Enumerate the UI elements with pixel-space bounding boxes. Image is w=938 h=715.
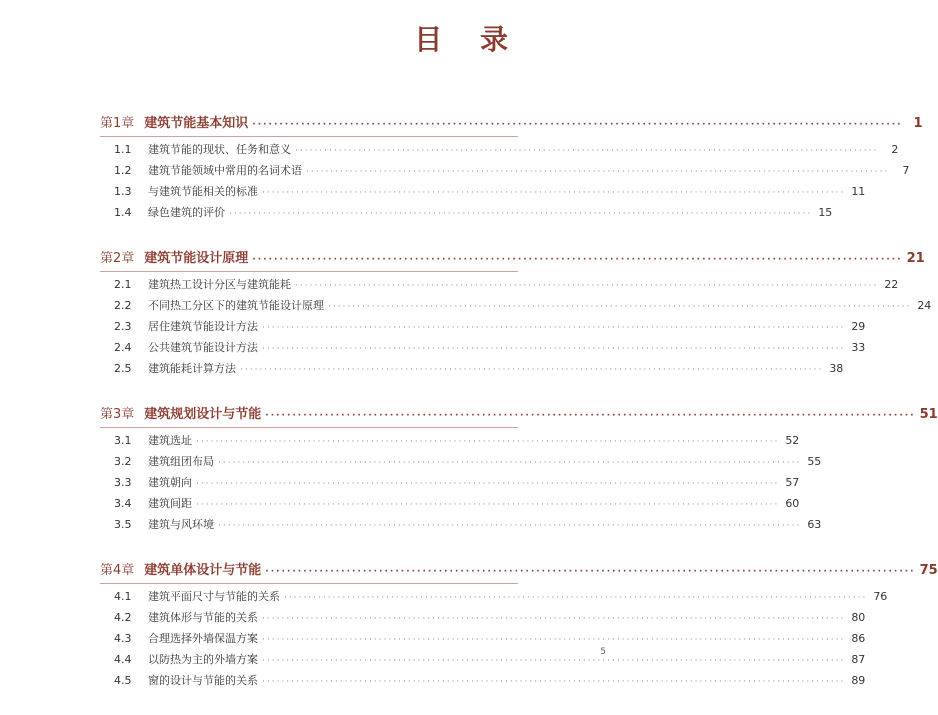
section-entry[interactable] (100, 651, 866, 672)
section-entry[interactable] (100, 588, 888, 609)
section-title: 窗的设计与节能的关系 (148, 674, 258, 687)
section-number: 3.5 (114, 518, 132, 531)
chapter-number: 第3章 (100, 407, 135, 422)
section-page: 11 (851, 185, 866, 198)
section-entry[interactable] (100, 495, 800, 516)
section-entry[interactable] (100, 297, 932, 318)
leader-dots: ························································································································ (262, 344, 846, 354)
section-entry[interactable] (100, 609, 866, 630)
section-number: 2.4 (114, 341, 132, 354)
section-entry[interactable] (100, 672, 866, 693)
leader-dots: ························································································································ (229, 209, 813, 219)
section-entry[interactable] (100, 162, 910, 183)
leader-dots: ························································································································ (265, 567, 916, 577)
chapter-number: 第2章 (100, 251, 135, 266)
leader-dots: ························································································································ (265, 411, 916, 421)
section-title: 不同热工分区下的建筑节能设计原理 (148, 299, 324, 312)
section-entry[interactable] (100, 318, 866, 339)
section-number: 3.3 (114, 476, 132, 489)
section-number: 4.4 (114, 653, 132, 666)
section-title: 与建筑节能相关的标准 (148, 185, 258, 198)
section-number: 4.5 (114, 674, 132, 687)
section-page: 15 (818, 206, 833, 219)
chapter-block (100, 559, 938, 693)
section-title: 建筑与风环境 (148, 518, 214, 531)
chapter-block (100, 247, 932, 381)
section-entry[interactable] (100, 360, 844, 381)
section-title: 建筑节能的现状、任务和意义 (148, 143, 291, 156)
section-number: 2.5 (114, 362, 132, 375)
section-page: 55 (807, 455, 822, 468)
section-entry[interactable] (100, 204, 833, 225)
chapter-heading[interactable] (100, 247, 925, 271)
section-title: 建筑热工设计分区与建筑能耗 (148, 278, 291, 291)
section-page: 22 (884, 278, 899, 291)
section-entry[interactable] (100, 141, 899, 162)
leader-dots: ························································································································ (240, 365, 824, 375)
page-title: 目 录 (414, 23, 522, 56)
chapter-heading[interactable] (100, 559, 938, 583)
section-title: 建筑能耗计算方法 (148, 362, 236, 375)
section-number: 4.2 (114, 611, 132, 624)
leader-dots: ························································································································ (196, 500, 780, 510)
section-page: 63 (807, 518, 822, 531)
section-page: 7 (902, 164, 910, 177)
section-entry[interactable] (100, 516, 822, 537)
chapter-page: 75 (919, 563, 938, 578)
section-title: 绿色建筑的评价 (148, 206, 225, 219)
section-page: 76 (873, 590, 888, 603)
table-of-contents (100, 112, 938, 715)
page-number: 5 (600, 647, 606, 657)
leader-dots: ························································································································ (295, 281, 879, 291)
section-number: 1.2 (114, 164, 132, 177)
chapter-divider (100, 583, 518, 584)
section-number: 1.3 (114, 185, 132, 198)
leader-dots: ························································································································ (196, 479, 780, 489)
leader-dots: ························································································································ (218, 458, 802, 468)
chapter-heading[interactable] (100, 403, 938, 427)
leader-dots: ························································································································ (262, 323, 846, 333)
section-number: 3.4 (114, 497, 132, 510)
section-title: 建筑选址 (148, 434, 192, 447)
leader-dots: ························································································································ (295, 146, 879, 156)
leader-dots: ························································································································ (306, 167, 890, 177)
section-number: 2.1 (114, 278, 132, 291)
section-page: 80 (851, 611, 866, 624)
chapter-divider (100, 427, 518, 428)
chapter-title: 建筑单体设计与节能 (144, 563, 262, 578)
section-page: 89 (851, 674, 866, 687)
section-number: 2.3 (114, 320, 132, 333)
section-page: 87 (851, 653, 866, 666)
chapter-title: 建筑规划设计与节能 (144, 407, 262, 422)
chapter-page: 51 (919, 407, 938, 422)
section-page: 2 (891, 143, 899, 156)
leader-dots: ························································································································ (252, 120, 903, 130)
section-entry[interactable] (100, 432, 800, 453)
chapter-page: 21 (906, 251, 925, 266)
leader-dots: ························································································································ (262, 677, 846, 687)
section-number: 1.4 (114, 206, 132, 219)
leader-dots: ························································································································ (284, 593, 868, 603)
section-page: 29 (851, 320, 866, 333)
section-entry[interactable] (100, 183, 866, 204)
section-page: 52 (785, 434, 800, 447)
section-entry[interactable] (100, 339, 866, 360)
section-title: 建筑组团布局 (148, 455, 214, 468)
leader-dots: ························································································································ (262, 188, 846, 198)
section-page: 24 (917, 299, 932, 312)
section-number: 3.2 (114, 455, 132, 468)
section-entry[interactable] (100, 276, 899, 297)
section-number: 3.1 (114, 434, 132, 447)
section-title: 合理选择外墙保温方案 (148, 632, 258, 645)
section-number: 4.3 (114, 632, 132, 645)
section-title: 以防热为主的外墙方案 (148, 653, 258, 666)
chapter-block (100, 403, 938, 537)
leader-dots: ························································································································ (262, 614, 846, 624)
chapter-number: 第1章 (100, 116, 135, 131)
section-title: 建筑体形与节能的关系 (148, 611, 258, 624)
leader-dots: ························································································································ (262, 656, 846, 666)
section-entry[interactable] (100, 453, 822, 474)
section-page: 38 (829, 362, 844, 375)
section-page: 57 (785, 476, 800, 489)
section-title: 建筑朝向 (148, 476, 192, 489)
section-title: 居住建筑节能设计方法 (148, 320, 258, 333)
section-number: 2.2 (114, 299, 132, 312)
section-title: 建筑间距 (148, 497, 192, 510)
section-page: 33 (851, 341, 866, 354)
section-page: 86 (851, 632, 866, 645)
section-title: 建筑节能领域中常用的名词术语 (148, 164, 302, 177)
section-entry[interactable] (100, 474, 800, 495)
section-number: 1.1 (114, 143, 132, 156)
leader-dots: ························································································································ (262, 635, 846, 645)
chapter-page: 1 (913, 116, 923, 131)
leader-dots: ························································································································ (196, 437, 780, 447)
leader-dots: ························································································································ (328, 302, 912, 312)
leader-dots: ························································································································ (218, 521, 802, 531)
leader-dots: ························································································································ (252, 255, 903, 265)
section-title: 公共建筑节能设计方法 (148, 341, 258, 354)
chapter-title: 建筑节能设计原理 (144, 251, 249, 266)
chapter-divider (100, 271, 518, 272)
section-number: 4.1 (114, 590, 132, 603)
section-entry[interactable] (100, 630, 866, 651)
section-title: 建筑平面尺寸与节能的关系 (148, 590, 280, 603)
chapter-block (100, 112, 923, 225)
chapter-heading[interactable] (100, 112, 923, 136)
chapter-number: 第4章 (100, 563, 135, 578)
chapter-title: 建筑节能基本知识 (144, 116, 249, 131)
chapter-divider (100, 136, 518, 137)
section-page: 60 (785, 497, 800, 510)
